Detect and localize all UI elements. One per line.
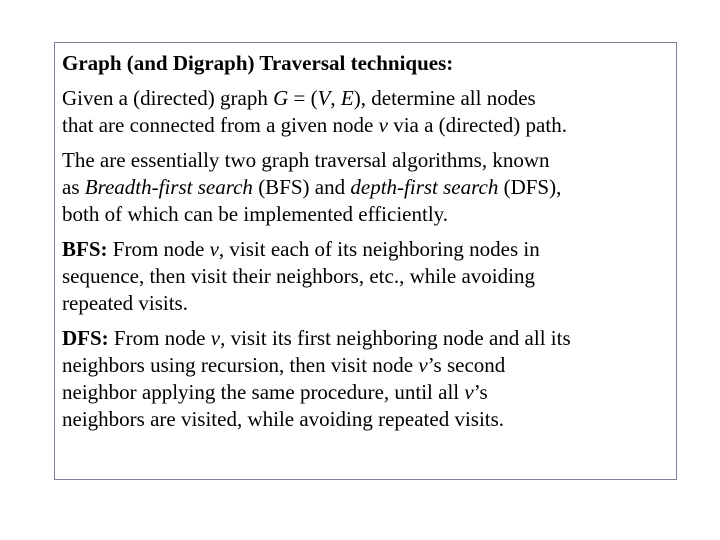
algorithms-paragraph (62, 147, 676, 228)
dfs-paragraph (62, 325, 676, 433)
dfs-term: depth-first search (350, 175, 499, 199)
dfs-line-4: neighbors are visited, while avoiding repeated visits. (62, 407, 505, 431)
intro-line-1: Given a (directed) graph G = (V, E), determine all nodes (62, 86, 536, 110)
bfs-paragraph (62, 236, 676, 317)
algorithms-line-3: both of which can be implemented efficiently. (62, 202, 449, 226)
algorithms-line-2: as Breadth-first search (BFS) and depth-first search (DFS), (62, 175, 562, 199)
intro-paragraph (62, 85, 676, 139)
intro-line-2: that are connected from a given node v via a (directed) path. (62, 113, 567, 137)
algorithms-line-1: The are essentially two graph traversal algorithms, known (62, 148, 550, 172)
dfs-label: DFS: (62, 326, 109, 350)
dfs-line-1: DFS: From node v, visit its first neighboring node and all its (62, 326, 571, 350)
bfs-line-1: BFS: From node v, visit each of its neighboring nodes in (62, 237, 540, 261)
bfs-term: Breadth-first search (84, 175, 253, 199)
bfs-label: BFS: (62, 237, 108, 261)
bfs-line-3: repeated visits. (62, 291, 188, 315)
dfs-line-2: neighbors using recursion, then visit node v’s second (62, 353, 506, 377)
heading-text: Graph (and Digraph) Traversal techniques: (62, 51, 454, 75)
bfs-line-2: sequence, then visit their neighbors, etc., while avoiding (62, 264, 535, 288)
slide-heading (62, 50, 676, 77)
dfs-line-3: neighbor applying the same procedure, until all v’s (62, 380, 488, 404)
content-box (54, 42, 677, 480)
